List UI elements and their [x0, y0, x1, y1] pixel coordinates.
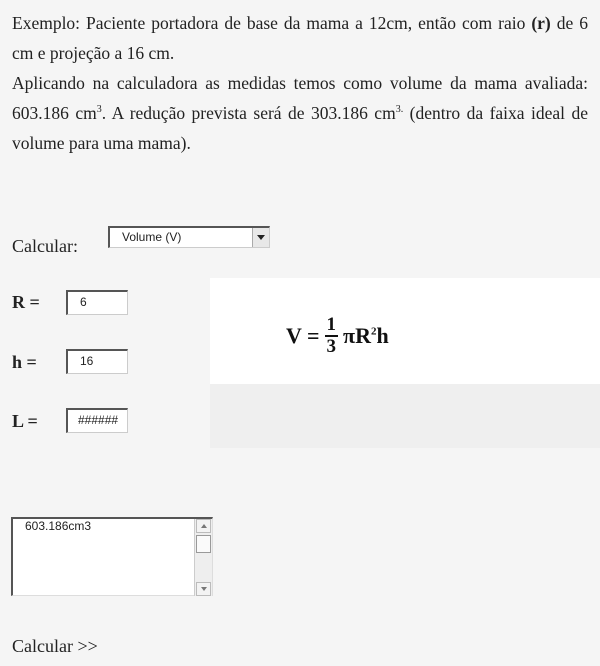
result-textarea[interactable]	[11, 517, 213, 596]
intro-paragraph-2: Aplicando na calculadora as medidas temos como volume da mama avaliada: 603.186 $cm^3$. A redução prevista será de 303.186 $cm^{3.}$ (dentro da faixa ideal de volume para uma mama).	[12, 73, 588, 153]
radius-symbol: (r)	[531, 13, 551, 33]
height-input[interactable]: 16	[66, 349, 128, 374]
result-text: 603.186cm3	[25, 519, 92, 533]
formula-panel-shade	[210, 384, 600, 448]
chevron-down-icon[interactable]	[252, 228, 269, 247]
result-scrollbar[interactable]	[194, 519, 212, 596]
length-input[interactable]: ######	[66, 408, 128, 433]
calculate-select-value: Volume (V)	[122, 230, 182, 244]
height-label: h =	[12, 352, 37, 372]
intro-paragraph-1: Exemplo: Paciente portadora de base da mama a 12cm, então com raio (r) de 6 cm e projeção a 16 cm.	[12, 13, 588, 63]
scroll-up-arrow-icon[interactable]	[196, 519, 211, 533]
formula-rhs: $\pi R^2h$	[343, 323, 389, 348]
formula-panel	[210, 278, 600, 384]
calculate-select[interactable]	[108, 226, 270, 248]
formula-denominator: 3	[326, 336, 337, 357]
formula-fraction	[325, 315, 339, 357]
volume-formula	[286, 310, 389, 362]
scroll-down-arrow-icon[interactable]	[196, 582, 211, 596]
intro-text	[12, 8, 588, 158]
length-label: L =	[12, 411, 38, 431]
radius-input[interactable]: 6	[66, 290, 128, 315]
formula-lhs: V =	[286, 323, 320, 348]
formula-numerator: 1	[326, 314, 337, 335]
scrollbar-thumb[interactable]	[196, 535, 211, 553]
radius-label: R =	[12, 292, 40, 312]
calculate-label: Calcular:	[12, 236, 78, 256]
calculate-button[interactable]: Calcular >>	[12, 636, 98, 656]
